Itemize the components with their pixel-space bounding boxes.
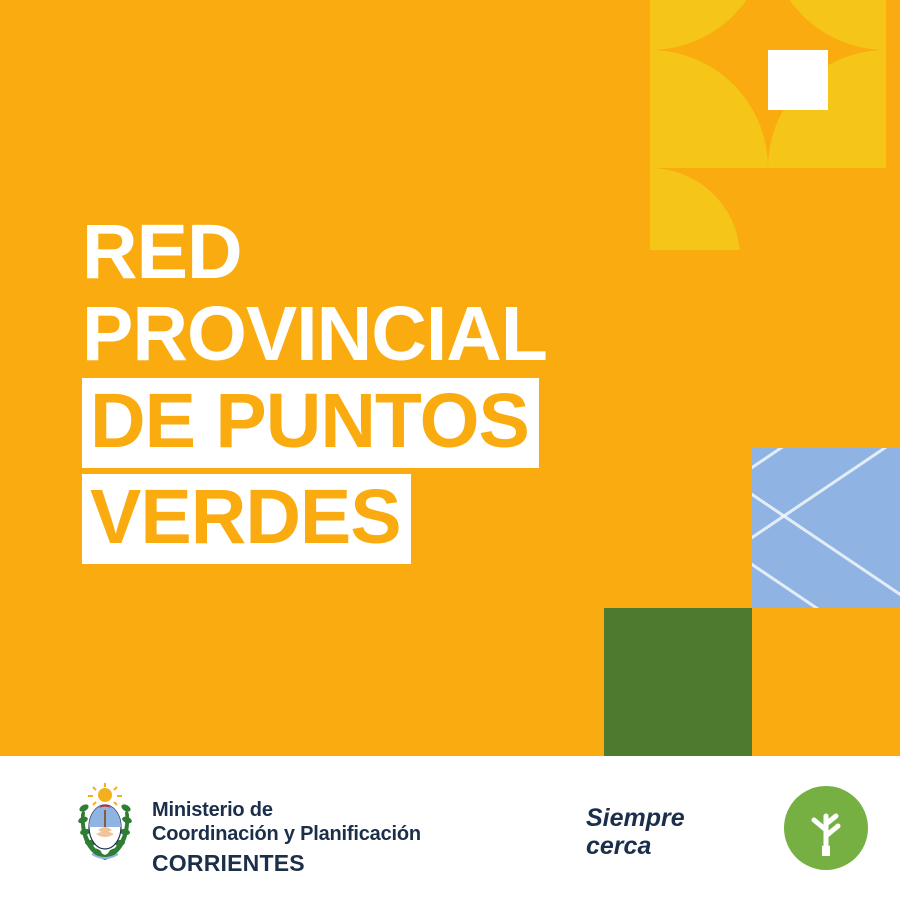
slogan-line-1: Siempre — [586, 804, 685, 832]
slogan — [586, 804, 685, 860]
stripe — [752, 536, 900, 608]
coat-of-arms-icon — [72, 782, 138, 874]
ministry-lockup — [152, 798, 421, 877]
slogan-line-2: cerca — [586, 832, 652, 860]
headline-line-4: VERDES — [82, 474, 411, 564]
tree-icon — [784, 786, 868, 870]
headline-line-1: RED — [82, 209, 242, 295]
ministry-line-2: Coordinación y Planificación — [152, 823, 421, 846]
headline-line-3: DE PUNTOS — [82, 378, 539, 468]
decorative-arc-cluster — [650, 0, 900, 250]
headline-line-2: PROVINCIAL — [82, 290, 547, 377]
footer-bar — [0, 756, 900, 900]
orange-gap-block — [752, 608, 900, 756]
white-square-accent — [768, 50, 828, 110]
blue-pattern-block — [752, 448, 900, 608]
arc-shape — [650, 168, 740, 250]
arc-shape — [768, 0, 886, 50]
headline — [82, 209, 642, 570]
dark-green-block — [604, 608, 752, 756]
arc-shape — [650, 0, 768, 50]
ministry-line-3: CORRIENTES — [152, 849, 305, 876]
arc-shape — [768, 50, 886, 168]
arc-shape — [650, 50, 768, 168]
ministry-line-1: Ministerio de — [152, 799, 273, 821]
